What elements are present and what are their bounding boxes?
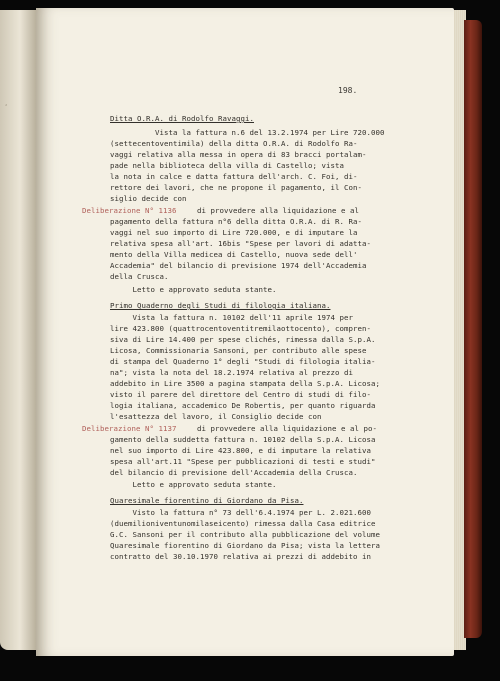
text-line: contratto del 30.10.1970 relativa ai prezzi di addebito in — [110, 552, 371, 561]
text-line: Quaresimale fiorentino di Giordano da Pisa; vista la lettera — [110, 541, 380, 550]
text-line: G.C. Sansoni per il contributo alla pubblicazione del volume — [110, 530, 380, 539]
text-line: visto il parere del direttore del Centro di studi di filo- — [110, 390, 371, 399]
section-heading: Ditta O.R.A. di Rodolfo Ravaggi. — [110, 114, 254, 123]
facing-page-edge — [0, 10, 36, 650]
text-line: nel suo importo di Lire 423.800, e di imputare la relativa — [110, 446, 371, 455]
text-line: la nota in calce e datta fattura dell'arch. C. Foi, di- — [110, 172, 358, 181]
text-line: mento della Villa medicea di Castello, nuova sede dell' — [110, 250, 358, 259]
text-line: spesa all'art.11 "Spese per pubblicazioni di testi e studi" — [110, 457, 376, 466]
approval-line: Letto e approvato seduta stante. — [110, 285, 277, 294]
section-heading: Primo Quaderno degli Studi di filologia italiana. — [110, 301, 331, 310]
text-line: (duemilioniventunomilaseicento) rimessa dalla Casa editrice — [110, 519, 376, 528]
text-line: Licosa, Commissionaria Sansoni, per contributo alle spese — [110, 346, 367, 355]
text-line: l'esattezza del lavoro, il Consiglio decide con — [110, 412, 322, 421]
text-line: di provvedere alla liquidazione e al — [197, 206, 359, 215]
text-line: relativa spesa all'art. 16bis "Spese per lavori di adatta- — [110, 239, 371, 248]
text-line: Visto la fattura n° 73 dell'6.4.1974 per L. 2.021.600 — [110, 508, 371, 517]
text-line: vaggi relativa alla messa in opera di 83 bracci portalam- — [110, 150, 367, 159]
text-line: addebito in Lire 3500 a pagina stampata della S.p.A. Licosa; — [110, 379, 380, 388]
page-number: 198. — [338, 86, 358, 95]
text-line: (settecentoventimila) della ditta O.R.A. di Rodolfo Ra- — [110, 139, 358, 148]
approval-line: Letto e approvato seduta stante. — [110, 480, 277, 489]
text-line: della Crusca. — [110, 272, 169, 281]
text-line: Vista la fattura n. 10102 dell'11 aprile 1974 per — [110, 313, 353, 322]
text-line: pagamento della fattura n°6 della ditta O.R.A. di R. Ra- — [110, 217, 362, 226]
text-line: siva di Lire 14.400 per spese clichés, rimessa dalla S.p.A. — [110, 335, 376, 344]
text-line: na"; vista la nota del 18.2.1974 relativa al prezzo di — [110, 368, 353, 377]
section-heading: Quaresimale fiorentino di Giordano da Pisa. — [110, 496, 304, 505]
facing-page-mark: ʹ — [4, 104, 9, 112]
text-line: siglio decide con — [110, 194, 187, 203]
text-line: Accademia" del bilancio di previsione 1974 dell'Accademia — [110, 261, 367, 270]
text-line: logia italiana, accademico De Robertis, per quanto riguarda — [110, 401, 376, 410]
book-cover-edge — [464, 20, 482, 638]
text-line: vaggi nel suo importo di Lire 720.000, e di imputare la — [110, 228, 358, 237]
document-page — [36, 8, 454, 656]
margin-note-deliberazione: Deliberazione N° 1137 — [82, 424, 177, 433]
text-line: di stampa del Quaderno 1° degli "Studi di filologia italia- — [110, 357, 376, 366]
margin-note-deliberazione: Deliberazione N° 1136 — [82, 206, 177, 215]
text-line: gamento della suddetta fattura n. 10102 della S.p.A. Licosa — [110, 435, 376, 444]
text-line: Vista la fattura n.6 del 13.2.1974 per Lire 720.000 — [110, 128, 385, 137]
text-line: rettore dei lavori, che ne propone il pagamento, il Con- — [110, 183, 362, 192]
text-line: del bilancio di previsione dell'Accademia della Crusca. — [110, 468, 358, 477]
text-line: pade nella biblioteca della villa di Castello; vista — [110, 161, 344, 170]
text-line: lire 423.800 (quattrocentoventitremilaottocento), compren- — [110, 324, 371, 333]
text-line: di provvedere alla liquidazione e al po- — [197, 424, 377, 433]
